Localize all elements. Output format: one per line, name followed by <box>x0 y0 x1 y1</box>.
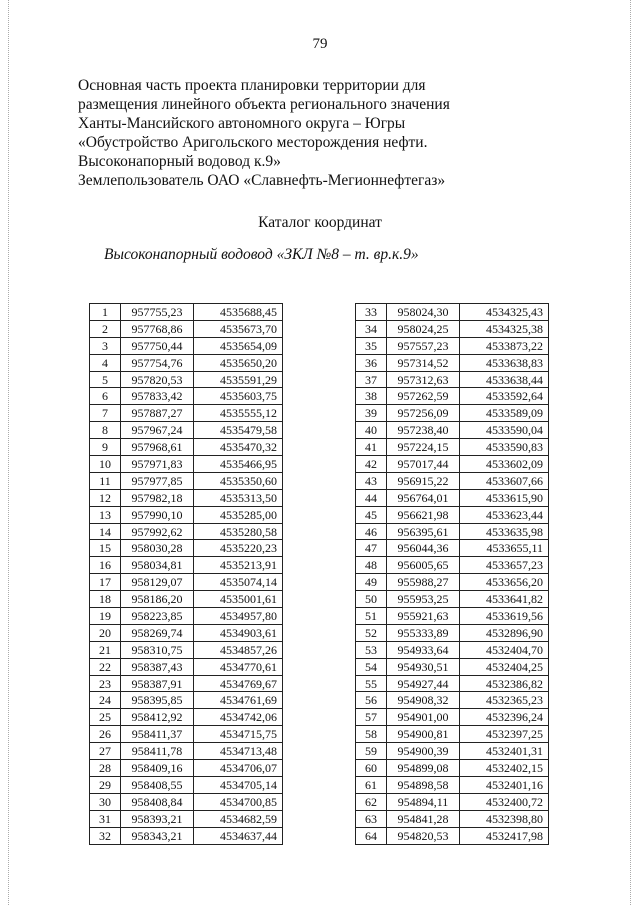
point-number-cell: 48 <box>356 557 387 574</box>
x-coordinate-cell: 954908,32 <box>387 692 460 709</box>
point-number-cell: 38 <box>356 388 387 405</box>
y-coordinate-cell: 4533873,22 <box>460 337 549 354</box>
table-row <box>90 540 283 557</box>
point-number-cell: 43 <box>356 472 387 489</box>
table-row <box>356 540 549 557</box>
x-coordinate-cell: 958395,85 <box>121 692 194 709</box>
header-line: Ханты-Мансийского автономного округа – Югры <box>78 115 406 132</box>
table-row <box>90 793 283 810</box>
x-coordinate-cell: 954930,51 <box>387 658 460 675</box>
x-coordinate-cell: 958343,21 <box>121 827 194 844</box>
x-coordinate-cell: 958269,74 <box>121 624 194 641</box>
x-coordinate-cell: 957992,62 <box>121 523 194 540</box>
point-number-cell: 8 <box>90 422 121 439</box>
x-coordinate-cell: 957967,24 <box>121 422 194 439</box>
y-coordinate-cell: 4534742,06 <box>194 709 283 726</box>
table-row <box>356 472 549 489</box>
y-coordinate-cell: 4535001,61 <box>194 591 283 608</box>
y-coordinate-cell: 4533656,20 <box>460 574 549 591</box>
y-coordinate-cell: 4533623,44 <box>460 506 549 523</box>
point-number-cell: 63 <box>356 810 387 827</box>
table-row <box>356 743 549 760</box>
x-coordinate-cell: 957314,52 <box>387 354 460 371</box>
table-row <box>356 422 549 439</box>
y-coordinate-cell: 4532398,80 <box>460 810 549 827</box>
point-number-cell: 60 <box>356 760 387 777</box>
header-line: «Обустройство Аригольского месторождения нефти. <box>78 134 428 151</box>
x-coordinate-cell: 957968,61 <box>121 439 194 456</box>
y-coordinate-cell: 4533590,04 <box>460 422 549 439</box>
y-coordinate-cell: 4535285,00 <box>194 506 283 523</box>
y-coordinate-cell: 4535220,23 <box>194 540 283 557</box>
point-number-cell: 19 <box>90 608 121 625</box>
point-number-cell: 59 <box>356 743 387 760</box>
point-number-cell: 28 <box>90 760 121 777</box>
x-coordinate-cell: 954900,39 <box>387 743 460 760</box>
y-coordinate-cell: 4535650,20 <box>194 354 283 371</box>
y-coordinate-cell: 4535603,75 <box>194 388 283 405</box>
y-coordinate-cell: 4533590,83 <box>460 439 549 456</box>
point-number-cell: 62 <box>356 793 387 810</box>
x-coordinate-cell: 957982,18 <box>121 489 194 506</box>
y-coordinate-cell: 4535555,12 <box>194 405 283 422</box>
header-line: размещения линейного объекта регионального значения <box>78 96 450 113</box>
table-row <box>90 472 283 489</box>
x-coordinate-cell: 958409,16 <box>121 760 194 777</box>
point-number-cell: 25 <box>90 709 121 726</box>
table-row <box>356 827 549 844</box>
y-coordinate-cell: 4532417,98 <box>460 827 549 844</box>
y-coordinate-cell: 4532401,31 <box>460 743 549 760</box>
x-coordinate-cell: 957768,86 <box>121 320 194 337</box>
x-coordinate-cell: 958411,78 <box>121 743 194 760</box>
table-row <box>356 506 549 523</box>
table-row <box>356 523 549 540</box>
x-coordinate-cell: 957755,23 <box>121 304 194 321</box>
point-number-cell: 51 <box>356 608 387 625</box>
table-row <box>90 591 283 608</box>
point-number-cell: 32 <box>90 827 121 844</box>
y-coordinate-cell: 4533607,66 <box>460 472 549 489</box>
y-coordinate-cell: 4532397,25 <box>460 726 549 743</box>
point-number-cell: 12 <box>90 489 121 506</box>
x-coordinate-cell: 957238,40 <box>387 422 460 439</box>
y-coordinate-cell: 4534682,59 <box>194 810 283 827</box>
y-coordinate-cell: 4535313,50 <box>194 489 283 506</box>
y-coordinate-cell: 4532386,82 <box>460 675 549 692</box>
table-row <box>356 658 549 675</box>
x-coordinate-cell: 957833,42 <box>121 388 194 405</box>
y-coordinate-cell: 4534713,48 <box>194 743 283 760</box>
x-coordinate-cell: 957977,85 <box>121 472 194 489</box>
table-row <box>90 422 283 439</box>
point-number-cell: 23 <box>90 675 121 692</box>
x-coordinate-cell: 957750,44 <box>121 337 194 354</box>
left-margin-line <box>8 0 9 905</box>
y-coordinate-cell: 4533657,23 <box>460 557 549 574</box>
y-coordinate-cell: 4534769,67 <box>194 675 283 692</box>
table-row <box>90 405 283 422</box>
table-row <box>356 675 549 692</box>
table-row <box>356 776 549 793</box>
point-number-cell: 58 <box>356 726 387 743</box>
table-row <box>356 557 549 574</box>
y-coordinate-cell: 4535479,58 <box>194 422 283 439</box>
point-number-cell: 29 <box>90 776 121 793</box>
point-number-cell: 24 <box>90 692 121 709</box>
x-coordinate-cell: 958387,43 <box>121 658 194 675</box>
coordinates-table-right <box>355 303 549 845</box>
table-row <box>90 337 283 354</box>
point-number-cell: 39 <box>356 405 387 422</box>
table-row <box>356 608 549 625</box>
x-coordinate-cell: 955953,25 <box>387 591 460 608</box>
y-coordinate-cell: 4532401,16 <box>460 776 549 793</box>
x-coordinate-cell: 954899,08 <box>387 760 460 777</box>
point-number-cell: 61 <box>356 776 387 793</box>
x-coordinate-cell: 958387,91 <box>121 675 194 692</box>
y-coordinate-cell: 4534637,44 <box>194 827 283 844</box>
x-coordinate-cell: 957971,83 <box>121 456 194 473</box>
point-number-cell: 31 <box>90 810 121 827</box>
point-number-cell: 41 <box>356 439 387 456</box>
x-coordinate-cell: 954927,44 <box>387 675 460 692</box>
point-number-cell: 21 <box>90 641 121 658</box>
point-number-cell: 6 <box>90 388 121 405</box>
y-coordinate-cell: 4534957,80 <box>194 608 283 625</box>
x-coordinate-cell: 956395,61 <box>387 523 460 540</box>
point-number-cell: 40 <box>356 422 387 439</box>
x-coordinate-cell: 957557,23 <box>387 337 460 354</box>
table-row <box>356 456 549 473</box>
x-coordinate-cell: 954933,64 <box>387 641 460 658</box>
x-coordinate-cell: 956044,36 <box>387 540 460 557</box>
table-row <box>356 337 549 354</box>
point-number-cell: 35 <box>356 337 387 354</box>
x-coordinate-cell: 958408,55 <box>121 776 194 793</box>
point-number-cell: 5 <box>90 371 121 388</box>
x-coordinate-cell: 954900,81 <box>387 726 460 743</box>
point-number-cell: 50 <box>356 591 387 608</box>
table-row <box>356 810 549 827</box>
header-line: Землепользователь ОАО «Славнефть-Мегионнефтегаз» <box>78 172 446 189</box>
point-number-cell: 64 <box>356 827 387 844</box>
table-row <box>356 591 549 608</box>
point-number-cell: 37 <box>356 371 387 388</box>
point-number-cell: 55 <box>356 675 387 692</box>
header-line: Высоконапорный водовод к.9» <box>78 153 281 170</box>
point-number-cell: 34 <box>356 320 387 337</box>
x-coordinate-cell: 958034,81 <box>121 557 194 574</box>
catalog-title: Каталог координат <box>258 214 382 231</box>
table-row <box>90 624 283 641</box>
y-coordinate-cell: 4533619,56 <box>460 608 549 625</box>
table-row <box>90 675 283 692</box>
point-number-cell: 49 <box>356 574 387 591</box>
x-coordinate-cell: 957312,63 <box>387 371 460 388</box>
point-number-cell: 16 <box>90 557 121 574</box>
x-coordinate-cell: 954820,53 <box>387 827 460 844</box>
table-row <box>90 506 283 523</box>
y-coordinate-cell: 4533615,90 <box>460 489 549 506</box>
y-coordinate-cell: 4533638,44 <box>460 371 549 388</box>
table-row <box>356 304 549 321</box>
point-number-cell: 45 <box>356 506 387 523</box>
coordinates-table-left <box>89 303 283 845</box>
catalog-subtitle: Высоконапорный водовод «ЗКЛ №8 – т. вр.к.9» <box>104 246 419 263</box>
y-coordinate-cell: 4533655,11 <box>460 540 549 557</box>
x-coordinate-cell: 958024,25 <box>387 320 460 337</box>
point-number-cell: 27 <box>90 743 121 760</box>
table-row <box>356 371 549 388</box>
x-coordinate-cell: 958408,84 <box>121 793 194 810</box>
header-line: Основная часть проекта планировки территории для <box>78 77 426 94</box>
x-coordinate-cell: 955921,63 <box>387 608 460 625</box>
y-coordinate-cell: 4534700,85 <box>194 793 283 810</box>
x-coordinate-cell: 956915,22 <box>387 472 460 489</box>
point-number-cell: 7 <box>90 405 121 422</box>
point-number-cell: 57 <box>356 709 387 726</box>
point-number-cell: 44 <box>356 489 387 506</box>
point-number-cell: 14 <box>90 523 121 540</box>
y-coordinate-cell: 4534857,26 <box>194 641 283 658</box>
x-coordinate-cell: 958310,75 <box>121 641 194 658</box>
point-number-cell: 15 <box>90 540 121 557</box>
point-number-cell: 30 <box>90 793 121 810</box>
x-coordinate-cell: 958186,20 <box>121 591 194 608</box>
point-number-cell: 47 <box>356 540 387 557</box>
table-row <box>90 489 283 506</box>
point-number-cell: 10 <box>90 456 121 473</box>
table-row <box>90 354 283 371</box>
x-coordinate-cell: 957990,10 <box>121 506 194 523</box>
x-coordinate-cell: 957017,44 <box>387 456 460 473</box>
y-coordinate-cell: 4532396,24 <box>460 709 549 726</box>
table-row <box>356 320 549 337</box>
y-coordinate-cell: 4532400,72 <box>460 793 549 810</box>
table-row <box>90 439 283 456</box>
table-row <box>90 743 283 760</box>
y-coordinate-cell: 4534325,38 <box>460 320 549 337</box>
y-coordinate-cell: 4534770,61 <box>194 658 283 675</box>
y-coordinate-cell: 4535280,58 <box>194 523 283 540</box>
table-row <box>90 304 283 321</box>
y-coordinate-cell: 4535688,45 <box>194 304 283 321</box>
table-row <box>90 456 283 473</box>
table-row <box>90 523 283 540</box>
y-coordinate-cell: 4533592,64 <box>460 388 549 405</box>
y-coordinate-cell: 4533635,98 <box>460 523 549 540</box>
table-row <box>356 760 549 777</box>
x-coordinate-cell: 955333,89 <box>387 624 460 641</box>
point-number-cell: 42 <box>356 456 387 473</box>
y-coordinate-cell: 4535466,95 <box>194 456 283 473</box>
table-row <box>90 776 283 793</box>
y-coordinate-cell: 4534706,07 <box>194 760 283 777</box>
y-coordinate-cell: 4533602,09 <box>460 456 549 473</box>
y-coordinate-cell: 4535213,91 <box>194 557 283 574</box>
y-coordinate-cell: 4535074,14 <box>194 574 283 591</box>
x-coordinate-cell: 956621,98 <box>387 506 460 523</box>
table-row <box>90 692 283 709</box>
table-row <box>356 793 549 810</box>
x-coordinate-cell: 957887,27 <box>121 405 194 422</box>
x-coordinate-cell: 958129,07 <box>121 574 194 591</box>
table-row <box>90 641 283 658</box>
y-coordinate-cell: 4532365,23 <box>460 692 549 709</box>
document-header <box>78 76 598 190</box>
y-coordinate-cell: 4535591,29 <box>194 371 283 388</box>
point-number-cell: 17 <box>90 574 121 591</box>
table-row <box>90 574 283 591</box>
table-row <box>356 405 549 422</box>
point-number-cell: 20 <box>90 624 121 641</box>
x-coordinate-cell: 954901,00 <box>387 709 460 726</box>
x-coordinate-cell: 958393,21 <box>121 810 194 827</box>
y-coordinate-cell: 4533589,09 <box>460 405 549 422</box>
table-row <box>356 726 549 743</box>
right-margin-line <box>630 0 631 905</box>
table-row <box>90 388 283 405</box>
table-row <box>90 371 283 388</box>
table-row <box>90 810 283 827</box>
table-row <box>356 709 549 726</box>
table-row <box>356 624 549 641</box>
x-coordinate-cell: 958030,28 <box>121 540 194 557</box>
table-row <box>90 320 283 337</box>
table-row <box>356 692 549 709</box>
point-number-cell: 33 <box>356 304 387 321</box>
x-coordinate-cell: 956005,65 <box>387 557 460 574</box>
x-coordinate-cell: 958223,85 <box>121 608 194 625</box>
x-coordinate-cell: 958412,92 <box>121 709 194 726</box>
x-coordinate-cell: 958024,30 <box>387 304 460 321</box>
point-number-cell: 1 <box>90 304 121 321</box>
y-coordinate-cell: 4533638,83 <box>460 354 549 371</box>
y-coordinate-cell: 4535654,09 <box>194 337 283 354</box>
point-number-cell: 3 <box>90 337 121 354</box>
x-coordinate-cell: 954841,28 <box>387 810 460 827</box>
x-coordinate-cell: 957754,76 <box>121 354 194 371</box>
point-number-cell: 36 <box>356 354 387 371</box>
point-number-cell: 52 <box>356 624 387 641</box>
table-row <box>356 388 549 405</box>
x-coordinate-cell: 957256,09 <box>387 405 460 422</box>
x-coordinate-cell: 958411,37 <box>121 726 194 743</box>
x-coordinate-cell: 955988,27 <box>387 574 460 591</box>
point-number-cell: 56 <box>356 692 387 709</box>
x-coordinate-cell: 957262,59 <box>387 388 460 405</box>
point-number-cell: 4 <box>90 354 121 371</box>
x-coordinate-cell: 956764,01 <box>387 489 460 506</box>
y-coordinate-cell: 4532402,15 <box>460 760 549 777</box>
point-number-cell: 54 <box>356 658 387 675</box>
table-row <box>90 827 283 844</box>
table-row <box>356 489 549 506</box>
x-coordinate-cell: 957820,53 <box>121 371 194 388</box>
point-number-cell: 53 <box>356 641 387 658</box>
y-coordinate-cell: 4532404,25 <box>460 658 549 675</box>
table-row <box>356 574 549 591</box>
point-number-cell: 46 <box>356 523 387 540</box>
page-number: 79 <box>312 36 328 52</box>
point-number-cell: 9 <box>90 439 121 456</box>
point-number-cell: 26 <box>90 726 121 743</box>
table-row <box>356 641 549 658</box>
point-number-cell: 2 <box>90 320 121 337</box>
y-coordinate-cell: 4535673,70 <box>194 320 283 337</box>
table-row <box>90 608 283 625</box>
y-coordinate-cell: 4534325,43 <box>460 304 549 321</box>
y-coordinate-cell: 4534761,69 <box>194 692 283 709</box>
x-coordinate-cell: 957224,15 <box>387 439 460 456</box>
point-number-cell: 11 <box>90 472 121 489</box>
y-coordinate-cell: 4532404,70 <box>460 641 549 658</box>
y-coordinate-cell: 4534705,14 <box>194 776 283 793</box>
y-coordinate-cell: 4534715,75 <box>194 726 283 743</box>
y-coordinate-cell: 4535350,60 <box>194 472 283 489</box>
table-row <box>90 726 283 743</box>
point-number-cell: 13 <box>90 506 121 523</box>
y-coordinate-cell: 4533641,82 <box>460 591 549 608</box>
table-row <box>90 658 283 675</box>
table-row <box>90 557 283 574</box>
y-coordinate-cell: 4532896,90 <box>460 624 549 641</box>
table-row <box>90 760 283 777</box>
x-coordinate-cell: 954898,58 <box>387 776 460 793</box>
y-coordinate-cell: 4535470,32 <box>194 439 283 456</box>
table-row <box>356 439 549 456</box>
table-row <box>90 709 283 726</box>
x-coordinate-cell: 954894,11 <box>387 793 460 810</box>
point-number-cell: 18 <box>90 591 121 608</box>
y-coordinate-cell: 4534903,61 <box>194 624 283 641</box>
point-number-cell: 22 <box>90 658 121 675</box>
table-row <box>356 354 549 371</box>
